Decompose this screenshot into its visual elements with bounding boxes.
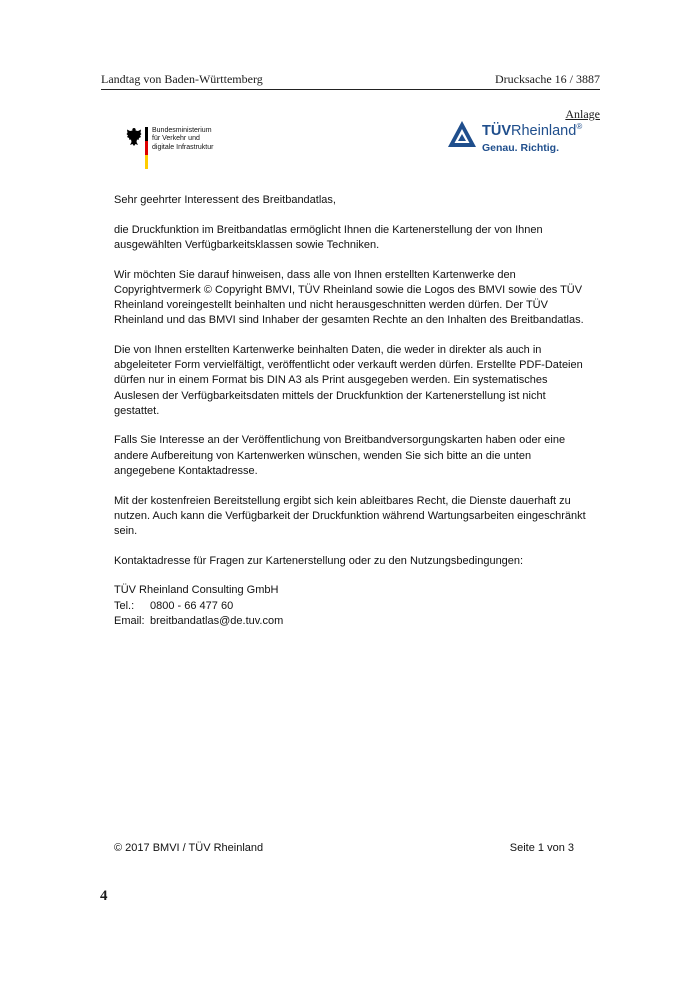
german-flag-bar [145,127,148,169]
contact-phone: 0800 - 66 477 60 [150,599,234,612]
salutation: Sehr geehrter Interessent des Breitbandatlas, [114,194,336,206]
footer-copyright: © 2017 BMVI / TÜV Rheinland [114,842,264,854]
bmvi-logo [126,122,226,170]
registered-mark: ® [576,122,583,131]
tuv-tagline: Genau. Richtig. [482,142,560,154]
paragraph-copyright: Wir möchten Sie darauf hinweisen, dass alle von Ihnen erstellten Kartenwerke den Copyrightvermerk © Copyright BMVI, TÜV Rheinland sowie die Logos des BMVI sowie des TÜV Rheinland voreingestellt beinhalten und nicht herausgeschnitten werden dürfen. Der TÜV Rheinland und das BMVI sind Inhaber der gesamten Rechte an den Inhalten des Breitbandatlas. [114,268,584,327]
flag-stripe-black [145,127,148,141]
tuv-wordmark-light: Rheinland [511,123,577,139]
contact-email: breitbandatlas@de.tuv.com [150,614,284,627]
header-document-number: Drucksache 16 / 3887 [495,72,600,86]
paragraph-data-usage: Die von Ihnen erstellten Kartenwerke beinhalten Daten, die weder in direkter als auch in abgeleiteter Form vervielfältigt, veröffentlicht oder verkauft werden dürfen. Erstellte PDF-Dateien dürfen nur in einem Format bis DIN A3 als Print ausgegeben werden. Ein systematisches Auslesen der Verfügbarkeitsdaten mittels der Druckfunktion der Kartenerstellung ist nicht gestattet. [114,343,583,417]
contact-phone-label: Tel.: [114,599,135,612]
bmvi-logo-text [152,127,213,152]
contact-company: TÜV Rheinland Consulting GmbH [114,584,279,597]
tuv-wordmark-bold: TÜV [482,123,511,139]
page-number: 4 [100,888,108,904]
paragraph-print-function: die Druckfunktion im Breitbandatlas ermöglicht Ihnen die Kartenerstellung der von Ihnen ausgewählten Verfügbarkeitsklassen sowie Techniken. [114,223,543,251]
paragraph-contact-intro: Kontaktadresse für Fragen zur Kartenerstellung oder zu den Nutzungsbedingungen: [114,554,524,567]
bmvi-line-3: digitale Infrastruktur [152,143,214,151]
tuv-logo [447,118,592,160]
flag-stripe-red [145,141,148,155]
flag-stripe-gold [145,155,148,169]
letter-footer [114,842,574,854]
contact-email-label: Email: [114,614,145,627]
paragraph-publication: Falls Sie Interesse an der Veröffentlichung von Breitbandversorgungskarten haben oder eine andere Aufbereitung von Kartenwerken wünschen, wenden Sie sich bitte an die unten angegebene Kontaktadresse. [114,434,566,477]
letter-body [114,193,592,629]
footer-page-count: Seite 1 von 3 [509,842,574,854]
tuv-triangle-icon [447,120,477,148]
bmvi-line-2: für Verkehr und [152,135,200,143]
page-header [101,72,600,90]
tuv-wordmark [482,123,582,139]
federal-eagle-icon [126,127,142,147]
contact-email-row [114,614,592,629]
contact-block [114,583,592,629]
bmvi-line-1: Bundesministerium [152,127,212,134]
annex-label: Anlage [565,107,600,121]
paragraph-availability: Mit der kostenfreien Bereitstellung ergibt sich kein ableitbares Recht, die Dienste dauerhaft zu nutzen. Auch kann die Verfügbarkeit der Druckfunktion während Wartungsarbeiten eingeschränkt sein. [114,494,586,537]
header-parliament: Landtag von Baden-Württemberg [101,72,263,86]
contact-phone-row [114,599,592,614]
